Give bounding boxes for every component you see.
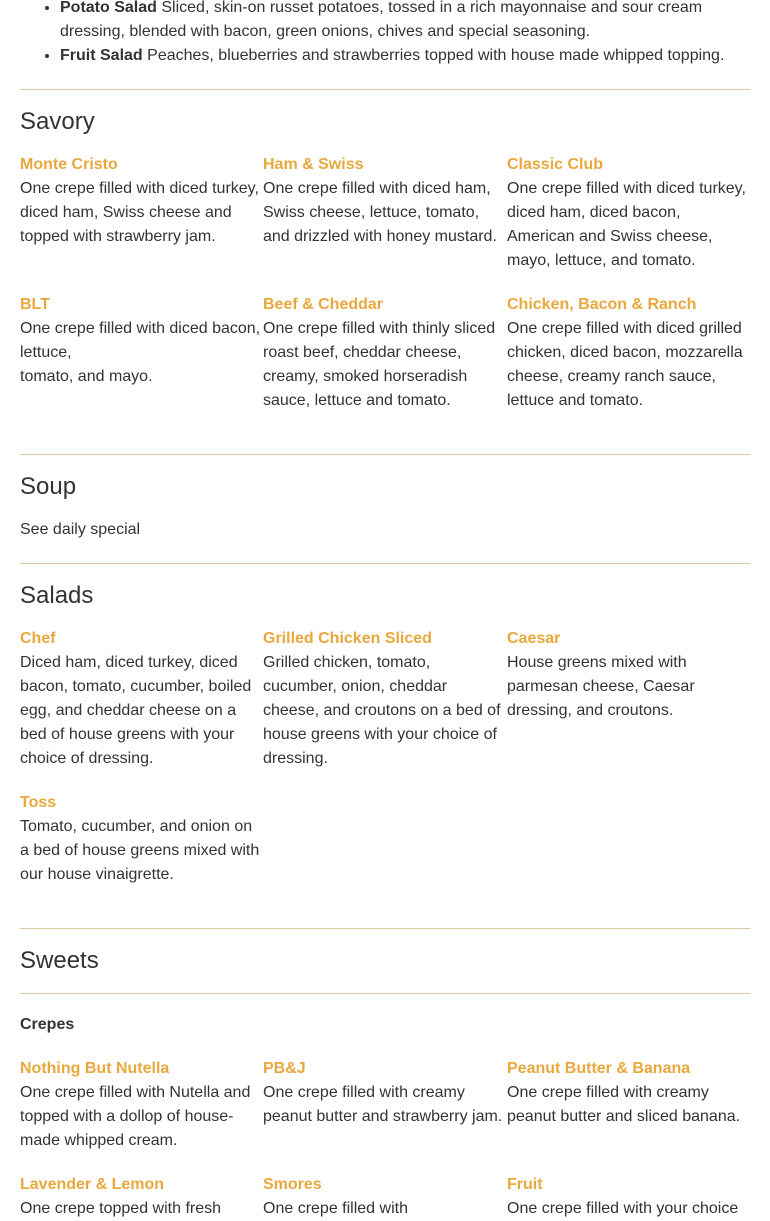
item-name: Fruit xyxy=(507,1176,543,1193)
item-description: One crepe filled with creamy peanut butter and sliced banana. xyxy=(507,1084,741,1125)
item-name: Smores xyxy=(263,1176,322,1193)
item-name: PB&J xyxy=(263,1060,306,1077)
list-item xyxy=(60,44,750,68)
divider xyxy=(20,89,750,90)
menu-item xyxy=(20,1173,264,1221)
item-name: Peanut Butter & Banana xyxy=(507,1060,691,1077)
menu-item xyxy=(507,1057,751,1129)
menu-item xyxy=(20,293,264,389)
menu-item xyxy=(507,627,751,723)
item-name: Fruit Salad xyxy=(60,47,143,64)
item-description: One crepe filled with creamy peanut butter and strawberry jam. xyxy=(263,1084,503,1125)
item-name: Caesar xyxy=(507,630,561,647)
item-name: Nothing But Nutella xyxy=(20,1060,170,1077)
section-heading-soup: Soup xyxy=(20,473,77,500)
item-description: One crepe topped with fresh xyxy=(20,1200,222,1217)
subheading-crepes: Crepes xyxy=(20,1016,75,1033)
item-name: Ham & Swiss xyxy=(263,156,364,173)
item-name: Lavender & Lemon xyxy=(20,1176,165,1193)
menu-item xyxy=(507,153,751,273)
menu-item xyxy=(263,293,507,413)
item-name: BLT xyxy=(20,296,50,313)
divider xyxy=(20,563,750,564)
section-heading-sweets: Sweets xyxy=(20,947,99,974)
menu-item xyxy=(20,153,264,249)
item-description: One crepe filled with thinly sliced roast beef, cheddar cheese, creamy, smoked horseradish sauce, lettuce and tomato. xyxy=(263,320,496,409)
menu-item xyxy=(263,1057,507,1129)
menu-item xyxy=(263,627,507,771)
section-heading-salads: Salads xyxy=(20,582,94,609)
item-name: Toss xyxy=(20,794,57,811)
item-description: One crepe filled with diced grilled chicken, diced bacon, mozzarella cheese, creamy ranch sauce, lettuce and tomato. xyxy=(507,320,743,409)
menu-item xyxy=(20,1057,264,1153)
item-description: Sliced, skin-on russet potatoes, tossed in a rich mayonnaise and sour cream dressing, blended with bacon, green onions, chives and special seasoning. xyxy=(60,0,703,40)
item-name: Monte Cristo xyxy=(20,156,118,173)
sides-list xyxy=(20,0,750,68)
item-description: Peaches, blueberries and strawberries topped with house made whipped topping. xyxy=(147,47,725,64)
menu-item xyxy=(263,1173,507,1221)
item-description: Tomato, cucumber, and onion on a bed of house greens mixed with our house vinaigrette. xyxy=(20,818,260,883)
item-description: One crepe filled with diced ham, Swiss cheese, lettuce, tomato, and drizzled with honey mustard. xyxy=(263,180,497,245)
item-description: House greens mixed with parmesan cheese, Caesar dressing, and croutons. xyxy=(507,654,695,719)
menu-item xyxy=(263,153,507,249)
item-name: Grilled Chicken Sliced xyxy=(263,630,432,647)
divider xyxy=(20,454,750,455)
menu-item xyxy=(20,791,264,887)
item-description: Diced ham, diced turkey, diced bacon, tomato, cucumber, boiled egg, and cheddar cheese on a bed of house greens with your choice of dressing. xyxy=(20,654,252,767)
divider xyxy=(20,928,750,929)
item-name: Potato Salad xyxy=(60,0,157,16)
item-name: Chef xyxy=(20,630,56,647)
item-description: One crepe filled with diced turkey, diced ham, Swiss cheese and topped with strawberry jam. xyxy=(20,180,259,245)
item-name: Classic Club xyxy=(507,156,604,173)
menu-item xyxy=(20,627,264,771)
menu-item xyxy=(507,293,751,413)
item-name: Chicken, Bacon & Ranch xyxy=(507,296,697,313)
item-description: One crepe filled with diced turkey, diced ham, diced bacon, American and Swiss cheese, mayo, lettuce, and tomato. xyxy=(507,180,746,269)
section-heading-savory: Savory xyxy=(20,108,95,135)
soup-text: See daily special xyxy=(20,521,141,538)
item-description: One crepe filled with your choice xyxy=(507,1200,739,1217)
item-name: Beef & Cheddar xyxy=(263,296,384,313)
divider xyxy=(20,993,750,994)
item-description: One crepe filled with xyxy=(263,1200,408,1217)
item-description: One crepe filled with Nutella and topped with a dollop of house-made whipped cream. xyxy=(20,1084,251,1149)
item-description: One crepe filled with diced bacon, lettuce, tomato, and mayo. xyxy=(20,320,261,385)
list-item xyxy=(60,0,750,44)
item-description: Grilled chicken, tomato, cucumber, onion, cheddar cheese, and croutons on a bed of house greens with your choice of dressing. xyxy=(263,654,501,767)
menu-item xyxy=(507,1173,751,1221)
